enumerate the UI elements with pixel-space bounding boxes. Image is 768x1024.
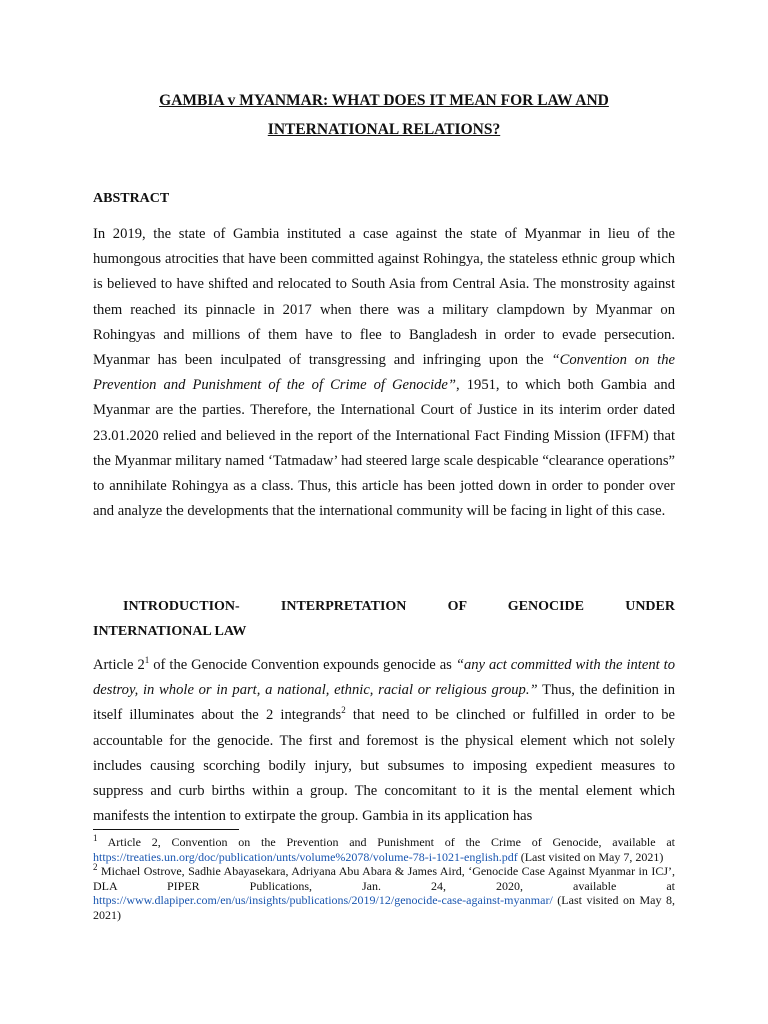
footnote-ref-2[interactable]: 2 (341, 705, 346, 716)
footnote-2 (93, 864, 675, 922)
introduction-heading (93, 594, 675, 644)
abstract-convention-title: “Convention on the Prevention and Punishment of the of Crime of Genocide” (93, 352, 675, 394)
abstract-paragraph (93, 222, 675, 524)
intro-text-3: that need to be clinched or fulfilled in order to be accountable for the genocide. The first and foremost is the physical element which not solely includes causing scorching bodily injury, but subsumes to imposing expedient measures to suppress and curb births within a group. The concomitant to it is the mental element which manifests the intention to extirpate the group. Gambia in its application has (93, 707, 675, 825)
title-line-1: GAMBIA v MYANMAR: WHAT DOES IT MEAN FOR LAW AND (159, 92, 609, 109)
abstract-text-1: In 2019, the state of Gambia instituted a case against the state of Myanmar in lieu of the humongous atrocities that have been committed against Rohingya, the stateless ethnic group which is believed to have shifted and relocated to South Asia from Central Asia. The monstrosity against them reached its pinnacle in 2017 when there was a military clampdown by Myanmar on Rohingyas and millions of them have to flee to Bangladesh in order to evade persecution. Myanmar has been inculpated of transgressing and infringing upon the (93, 226, 675, 369)
footnote-marker-1: 1 (93, 833, 98, 843)
intro-text-2: Thus, the definition in itself illuminates about the 2 integrands (93, 682, 676, 724)
footnote-1-text: Article 2, Convention on the Prevention and Punishment of the Crime of Genocide, available at (97, 835, 675, 849)
document-title (93, 86, 675, 144)
footnote-2-link[interactable]: https://www.dlapiper.com/en/us/insights/publications/2019/12/genocide-case-against-myanmar/ (93, 893, 553, 907)
title-line-2: INTERNATIONAL RELATIONS? (267, 121, 501, 138)
footnote-ref-1[interactable]: 1 (144, 655, 150, 666)
introduction-paragraph (93, 653, 675, 829)
footnote-1-link[interactable]: https://treaties.un.org/doc/publication/unts/volume%2078/volume-78-i-1021-english.pdf (93, 849, 518, 864)
intro-genocide-definition: “any act committed with the intent to destroy, in whole or in part, a national, ethnic, racial or religious group.” (93, 657, 676, 699)
intro-text-article: Article 2 (93, 657, 145, 673)
footnote-separator (93, 829, 239, 830)
abstract-text-2: , 1951, to which both Gambia and Myanmar are the parties. Therefore, the International Court of Justice in its interim order dated 23.01.2020 relied and believed in the report of the International Fact Finding Mission (IFFM) that the Myanmar military named ‘Tatmadaw’ had steered large scale despicable “clearance operations” to annihilate Rohingya as a class. Thus, this article has been jotted down in order to ponder over and analyze the developments that the international community will be facing in light of this case. (93, 377, 675, 520)
introduction-heading-line-1: INTRODUCTION- INTERPRETATION OF GENOCIDE UNDER (123, 599, 675, 614)
footnote-1 (93, 835, 675, 864)
introduction-heading-line-2: INTERNATIONAL LAW (93, 624, 247, 639)
footnote-2-text: Michael Ostrove, Sadhie Abayasekara, Adriyana Abu Abara & James Aird, ‘Genocide Case Against Myanmar in ICJ’, DLA PIPER Publications, Jan. 24, 2020, available at (93, 864, 675, 893)
footnotes (93, 835, 675, 922)
footnote-2-visited: (Last visited on May 8, 2021) (93, 893, 675, 922)
footnote-marker-2: 2 (93, 862, 98, 872)
intro-text-1: of the Genocide Convention expounds genocide as (149, 657, 456, 673)
abstract-heading: ABSTRACT (93, 191, 170, 206)
footnote-1-visited: (Last visited on May 7, 2021) (517, 849, 664, 864)
